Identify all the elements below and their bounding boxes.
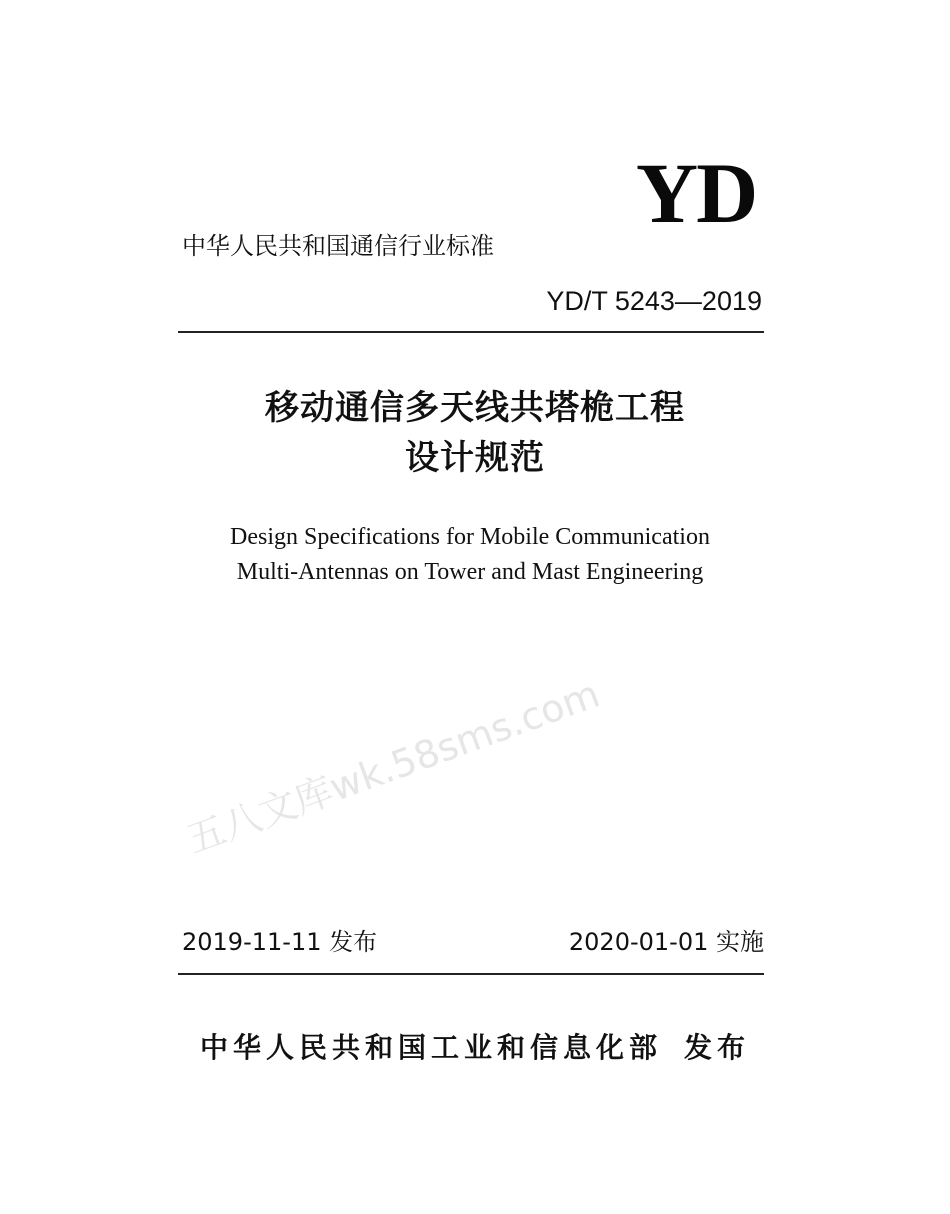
english-title-line-2: Multi-Antennas on Tower and Mast Engineering <box>236 559 704 585</box>
issue-date: 2019-11-11 发布 <box>182 928 378 956</box>
publisher-name: 中华人民共和国工业和信息化部 <box>199 1031 662 1064</box>
watermark: 五八文库wk.58sms.com <box>181 671 606 862</box>
implementation-date: 2020-01-01 实施 <box>568 928 764 956</box>
chinese-title-line-1: 移动通信多天线共塔桅工程 <box>265 388 685 428</box>
chinese-title-line-2: 设计规范 <box>405 438 545 478</box>
yd-logo: YD <box>636 145 757 241</box>
english-title-line-1: Design Specifications for Mobile Communication <box>230 524 710 550</box>
english-title <box>150 520 790 590</box>
standard-number: YD/T 5243—2019 <box>546 286 762 316</box>
chinese-title <box>150 383 800 483</box>
top-divider <box>178 331 764 333</box>
publisher <box>150 1026 800 1066</box>
publisher-action: 发布 <box>684 1031 751 1064</box>
standard-category: 中华人民共和国通信行业标准 <box>182 232 494 260</box>
bottom-divider <box>178 973 764 975</box>
